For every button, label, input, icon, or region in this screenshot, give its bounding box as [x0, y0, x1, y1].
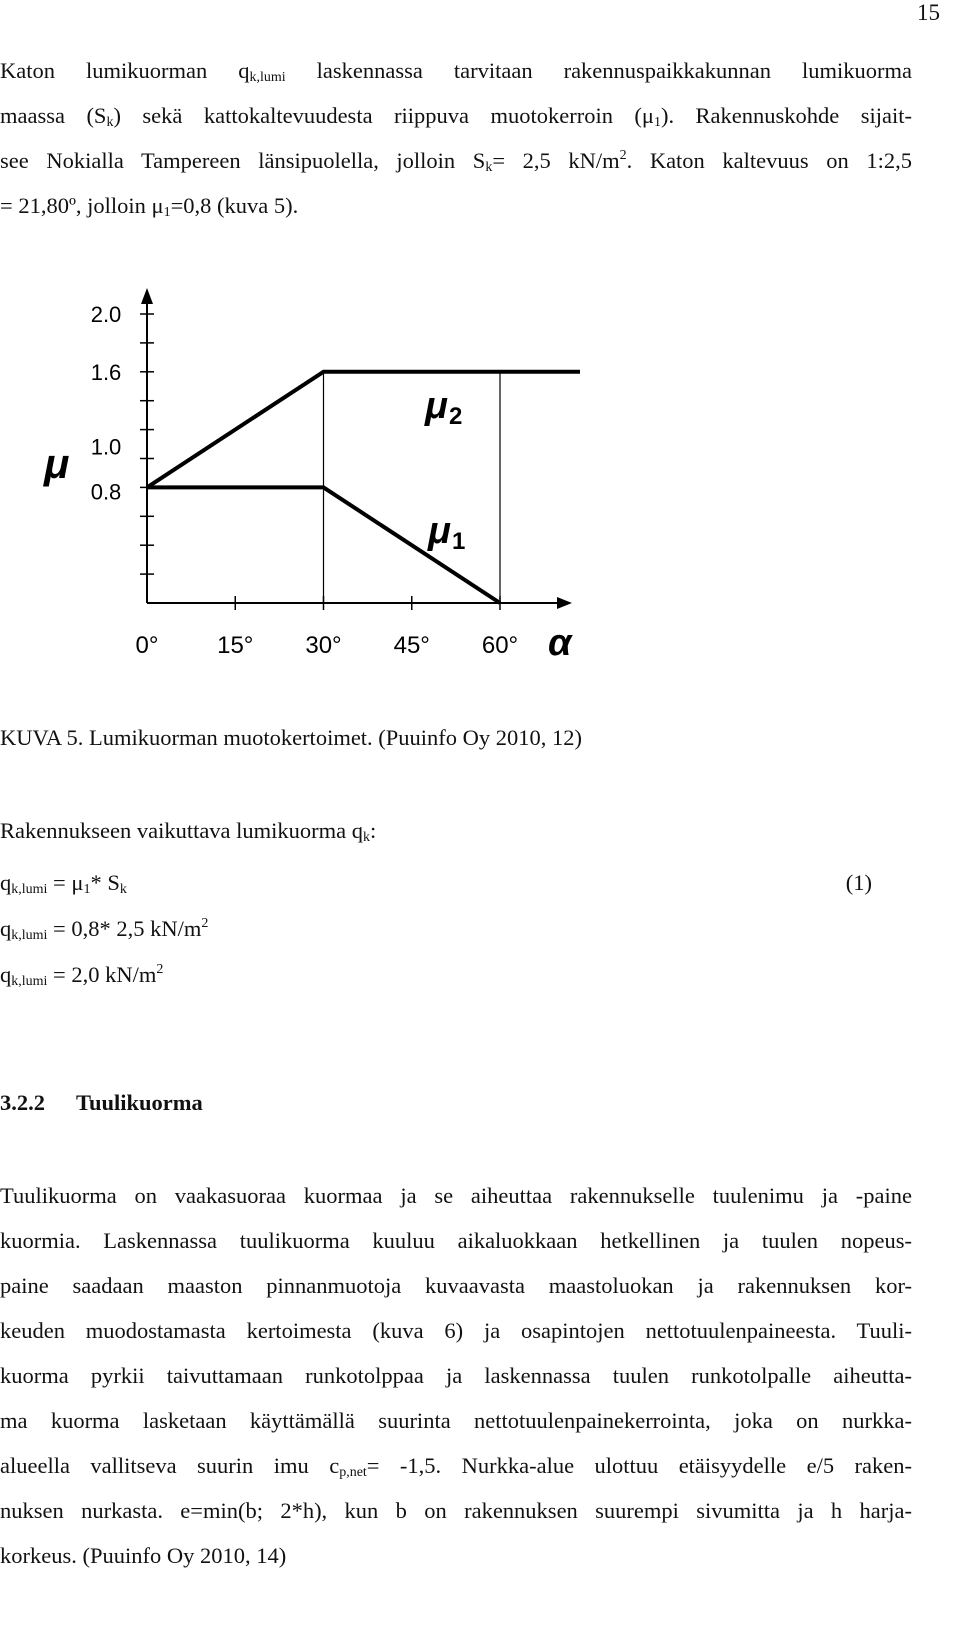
x-tick-label: 60°: [481, 632, 519, 659]
snow-load-shape-coefficient-chart: [40, 268, 600, 678]
wind-line: Tuulikuorma on vaakasuoraa kuormaa ja se aiheuttaa rakennukselle tuulenimu ja -paine: [0, 1183, 912, 1208]
wind-line: ma kuorma lasketaan käyttämällä suurinta nettotuulenpainekerrointa, joka on nurkka-: [0, 1408, 912, 1433]
series-label-subscript: 1: [452, 528, 466, 555]
equation-2: $q_{k,lumi} = 0,8*$ 2,5 $kN/m^2$: [0, 916, 209, 943]
wind-line: alueella vallitseva suurin imu $c_{p,net}= -1,5$. Nurkka-alue ulottuu etäisyydelle e/5 raken-: [0, 1453, 912, 1480]
y-tick-label: 0.8: [90, 479, 122, 505]
x-tick-label: 0°: [135, 632, 159, 659]
page-number: 15: [917, 0, 940, 25]
y-tick-label: 1.6: [90, 359, 122, 385]
intro-line: = 21,80º, jolloin $\mu_1=0,8$ (kuva 5).: [0, 193, 299, 220]
y-tick-label: 1.0: [90, 434, 122, 460]
x-tick-label: 15°: [217, 632, 254, 659]
section-title: Tuulikuorma: [76, 1090, 203, 1115]
intro-line: see Nokialla Tampereen länsipuolella, jolloin $S_k= 2,5$ $kN/m^2$. Katon kaltevuus on 1:2,5: [0, 148, 912, 175]
equation-3: $q_{k,lumi} = 2,0$ $kN/m^2$: [0, 962, 164, 989]
series-label-subscript: 2: [449, 403, 463, 430]
wind-line: korkeus. (Puuinfo Oy 2010, 14): [0, 1543, 287, 1568]
x-axis-arrow: [557, 597, 572, 609]
y-tick-label: 2.0: [90, 302, 122, 327]
equation-number: (1): [845, 870, 872, 895]
intro-paragraph: [0, 48, 912, 228]
y-axis-label: μ: [44, 440, 70, 487]
series-label-mu2: μ: [425, 385, 448, 427]
wind-line: kuormia. Laskennassa tuulikuorma kuuluu aikaluokkaan hetkellinen ja tuulen nopeus-: [0, 1228, 912, 1253]
series-label-mu1: μ: [428, 510, 451, 552]
wind-line: kuorma pyrkii taivuttamaan runkotolppaa ja laskennassa tuulen runkotolpalle aiheutta-: [0, 1363, 912, 1388]
series-line-mu2: [147, 372, 580, 488]
section-heading: [0, 1090, 203, 1116]
wind-line: nuksen nurkasta. e=min(b; 2*h), kun b on rakennuksen suurempi sivumitta ja h harja-: [0, 1498, 912, 1523]
x-axis-label: α: [548, 622, 572, 664]
intro-line: maassa $(S_k)$ sekä kattokaltevuudesta riippuva muotokerroin $(\mu_1)$. Rakennuskohde sijait-: [0, 103, 912, 130]
y-axis-arrow: [141, 288, 153, 304]
equation-intro: Rakennukseen vaikuttava lumikuorma $q_k$:: [0, 818, 377, 845]
section-number: 3.2.2: [0, 1090, 45, 1115]
wind-paragraph: [0, 1173, 912, 1578]
wind-line: paine saadaan maaston pinnanmuotoja kuvaavasta maastoluokan ja rakennuksen kor-: [0, 1273, 912, 1298]
equation-1: $q_{k,lumi} = \mu_1*$ $S_k$: [0, 870, 127, 897]
wind-line: keuden muodostamasta kertoimesta (kuva 6) ja osapintojen nettotuulenpaineesta. Tuuli-: [0, 1318, 912, 1343]
intro-line: Katon lumikuorman $q_{k,lumi}$ laskennassa tarvitaan rakennuspaikkakunnan lumikuorma: [0, 58, 912, 85]
x-tick-label: 30°: [305, 632, 342, 659]
figure-caption: KUVA 5. Lumikuorman muotokertoimet. (Puuinfo Oy 2010, 12): [0, 725, 583, 750]
x-tick-label: 45°: [393, 632, 430, 659]
